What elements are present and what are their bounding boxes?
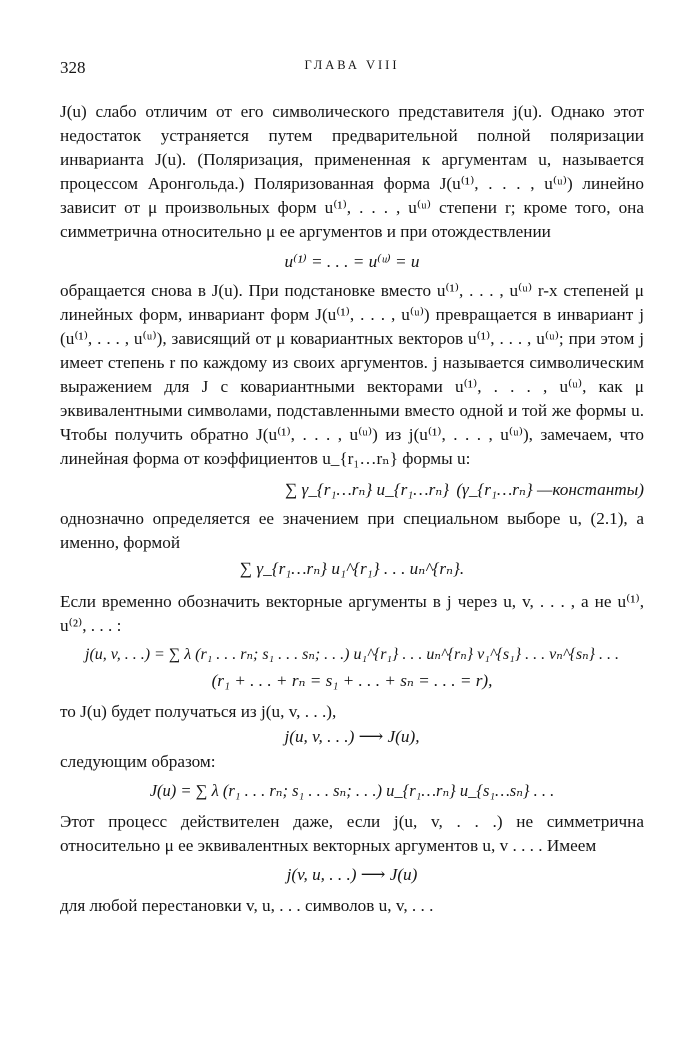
paragraph: Этот процесс действителен даже, если j(u, v, . . .) не симметрична относительно μ ее эквивалентных векторных аргументов u, v . . . . Имеем <box>60 811 644 855</box>
formula: u⁽¹⁾ = . . . = u⁽ᵘ⁾ = u <box>284 251 420 271</box>
page-number: 328 <box>60 58 86 77</box>
formula: j(v, u, . . .) ⟶ J(u) <box>286 865 418 885</box>
formula: j(u, v, . . .) ⟶ J(u), <box>284 726 420 746</box>
paragraph: для любой перестановки v, u, . . . символов u, v, . . . <box>60 896 434 916</box>
formula: ∑ γ_{r₁…rₙ} u₁^{r₁} . . . uₙ^{rₙ}. <box>239 558 465 578</box>
page-body <box>60 100 644 918</box>
paragraph: следующим образом: <box>60 751 216 771</box>
paragraph: то J(u) будет получаться из j(u, v, . . .), <box>60 701 337 721</box>
formula: J(u) = ∑ λ (r₁ . . . rₙ; s₁ . . . sₙ; . . .) u_{r₁…rₙ} u_{s₁…sₙ} . . . <box>149 780 555 800</box>
formula-row <box>60 477 644 503</box>
formula: j(u, v, . . .) = ∑ λ (r₁ . . . rₙ; s₁ . . . sₙ; . . .) u₁^{r₁} . . . uₙ^{rₙ} v₁^{s₁} . . . vₙ^{sₙ} . . . <box>85 645 619 663</box>
paragraph: однозначно определяется ее значением при специальном выборе u, (2.1), а именно, формой <box>60 509 644 553</box>
page-header <box>60 58 644 82</box>
paragraph: J(u) слабо отличим от его символического представителя j(u). Однако этот недостаток устраняется путем предварительной полной поляризации инварианта J(u). (Поляризация, примененная к аргументам u, называется процессом Аронгольда.) Поляризованная форма J(u⁽¹⁾, . . . , u⁽ᵘ⁾) линейно зависит от μ произвольных форм u⁽¹⁾, . . . , u⁽ᵘ⁾ степени r; кроме того, она симметрична относительно μ ее аргументов и при отождествлении <box>60 102 644 242</box>
paragraph: Если временно обозначить векторные аргументы в j через u, v, . . . , а не u⁽¹⁾, u⁽²⁾, . . . : <box>60 591 644 635</box>
paragraph: обращается снова в J(u). При подстановке вместо u⁽¹⁾, . . . , u⁽ᵘ⁾ r-х степеней μ линейных форм, инвариант форм J(u⁽¹⁾, . . . , u⁽ᵘ⁾) превращается в инвариант j (u⁽¹⁾, . . . , u⁽ᵘ⁾), зависящий от μ ковариантных векторов u⁽¹⁾, . . . , u⁽ᵘ⁾; при этом j имеет степень r по каждому из своих аргументов. j называется символическим выражением для J с ковариантными векторами u⁽¹⁾, . . . , u⁽ᵘ⁾, как μ эквивалентными символами, подставленными вместо одной и той же формы u. Чтобы получить обратно J(u⁽¹⁾, . . . , u⁽ᵘ⁾) из j(u⁽¹⁾, . . . , u⁽ᵘ⁾), замечаем, что линейная форма от коэффициентов u_{r₁…rₙ} формы u: <box>60 280 644 469</box>
formula: ∑ γ_{r₁…rₙ} u_{r₁…rₙ} <box>285 480 450 500</box>
chapter-title: ГЛАВА VIII <box>304 58 400 72</box>
formula: (r₁ + . . . + rₙ = s₁ + . . . + sₙ = . . . = r), <box>211 670 493 690</box>
formula-note: (γ_{r₁…rₙ} —константы) <box>456 480 644 500</box>
